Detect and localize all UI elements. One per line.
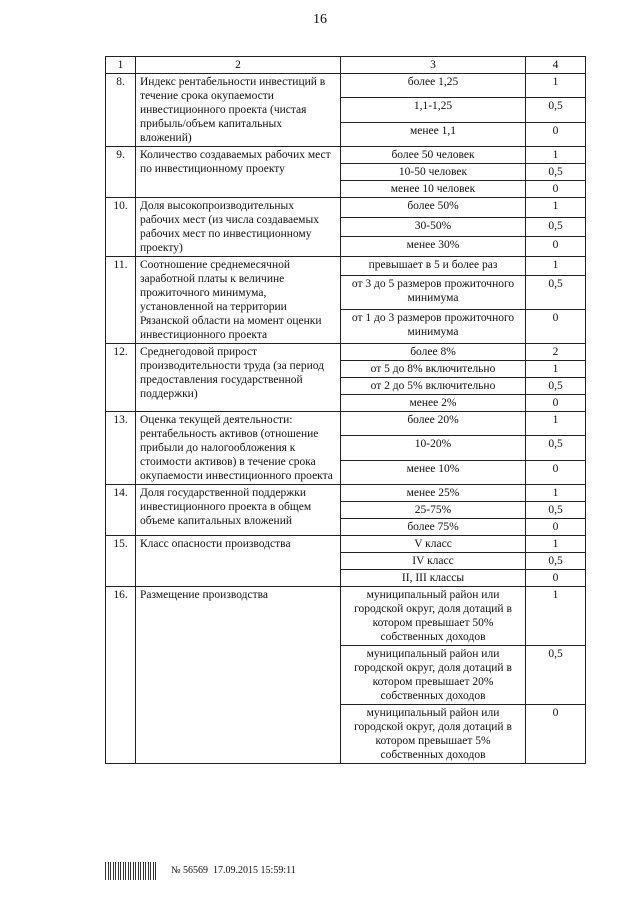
condition-cell: от 2 до 5% включительно xyxy=(341,378,526,395)
table-body xyxy=(106,74,586,764)
criterion-label: Индекс рентабельности инвестиций в течение срока окупаемости инвестиционного проекта (чистая прибыль/объем капитальных вложений) xyxy=(136,74,341,147)
table-row xyxy=(106,485,586,502)
condition-cell: менее 10% xyxy=(341,460,526,484)
row-number: 10. xyxy=(106,198,136,257)
condition-cell: от 3 до 5 размеров прожиточного минимума xyxy=(341,275,526,309)
criterion-label: Соотношение среднемесячной заработной платы к величине прожиточного минимума, установленной на территории Рязанской области на момент оценки инвестиционного проекта xyxy=(136,257,341,344)
condition-cell: более 50% xyxy=(341,198,526,218)
table-row xyxy=(106,412,586,436)
score-cell: 2 xyxy=(526,344,586,361)
score-cell: 0 xyxy=(526,181,586,198)
condition-cell: менее 25% xyxy=(341,485,526,502)
condition-cell: муниципальный район или городской округ, доля дотаций в котором превышает 20% собственных доходов xyxy=(341,646,526,705)
condition-cell: IV класс xyxy=(341,553,526,570)
score-cell: 0,5 xyxy=(526,378,586,395)
score-cell: 1 xyxy=(526,485,586,502)
row-number: 9. xyxy=(106,147,136,198)
column-header: 4 xyxy=(526,57,586,74)
condition-cell: превышает в 5 и более раз xyxy=(341,257,526,276)
score-cell: 1 xyxy=(526,361,586,378)
score-cell: 0 xyxy=(526,395,586,412)
table-row xyxy=(106,587,586,646)
score-cell: 0,5 xyxy=(526,98,586,122)
condition-cell: II, III классы xyxy=(341,570,526,587)
score-cell: 0 xyxy=(526,519,586,536)
criterion-label: Класс опасности производства xyxy=(136,536,341,587)
score-cell: 0 xyxy=(526,570,586,587)
row-number: 14. xyxy=(106,485,136,536)
table-row xyxy=(106,198,586,218)
footer xyxy=(105,860,296,880)
score-cell: 0 xyxy=(526,705,586,764)
score-cell: 0,5 xyxy=(526,553,586,570)
condition-cell: менее 1,1 xyxy=(341,122,526,146)
criteria-table xyxy=(105,56,586,764)
criterion-label: Количество создаваемых рабочих мест по инвестиционному проекту xyxy=(136,147,341,198)
column-header: 2 xyxy=(136,57,341,74)
score-cell: 0 xyxy=(526,460,586,484)
criterion-label: Доля государственной поддержки инвестиционного проекта в общем объеме капитальных вложений xyxy=(136,485,341,536)
condition-cell: муниципальный район или городской округ, доля дотаций в котором превышает 5% собственных доходов xyxy=(341,705,526,764)
score-cell: 1 xyxy=(526,587,586,646)
score-cell: 0 xyxy=(526,122,586,146)
score-cell: 1 xyxy=(526,147,586,164)
condition-cell: от 1 до 3 размеров прожиточного минимума xyxy=(341,309,526,343)
score-cell: 0,5 xyxy=(526,164,586,181)
timestamp: 17.09.2015 15:59:11 xyxy=(213,864,296,876)
score-cell: 1 xyxy=(526,536,586,553)
table-row xyxy=(106,344,586,361)
row-number: 8. xyxy=(106,74,136,147)
condition-cell: от 5 до 8% включительно xyxy=(341,361,526,378)
score-cell: 0 xyxy=(526,237,586,257)
score-cell: 0,5 xyxy=(526,436,586,460)
table-row xyxy=(106,74,586,98)
condition-cell: 10-50 человек xyxy=(341,164,526,181)
page-number: 16 xyxy=(313,12,327,27)
score-cell: 0,5 xyxy=(526,646,586,705)
score-cell: 1 xyxy=(526,74,586,98)
score-cell: 0,5 xyxy=(526,502,586,519)
condition-cell: более 1,25 xyxy=(341,74,526,98)
condition-cell: более 20% xyxy=(341,412,526,436)
criterion-label: Среднегодовой прирост производительности труда (за период предоставления государственной поддержки) xyxy=(136,344,341,412)
score-cell: 0 xyxy=(526,309,586,343)
score-cell: 0,5 xyxy=(526,217,586,237)
table-header-row xyxy=(106,57,586,74)
condition-cell: 25-75% xyxy=(341,502,526,519)
criterion-label: Доля высокопроизводительных рабочих мест (из числа создаваемых рабочих мест по инвестиционному проекту) xyxy=(136,198,341,257)
condition-cell: менее 30% xyxy=(341,237,526,257)
condition-cell: менее 10 человек xyxy=(341,181,526,198)
row-number: 16. xyxy=(106,587,136,764)
table-row xyxy=(106,147,586,164)
row-number: 15. xyxy=(106,536,136,587)
table-row xyxy=(106,536,586,553)
condition-cell: 30-50% xyxy=(341,217,526,237)
condition-cell: более 8% xyxy=(341,344,526,361)
document-number: № 56569 xyxy=(171,864,209,876)
row-number: 12. xyxy=(106,344,136,412)
barcode-icon xyxy=(105,860,157,880)
criterion-label: Размещение производства xyxy=(136,587,341,764)
column-header: 1 xyxy=(106,57,136,74)
condition-cell: V класс xyxy=(341,536,526,553)
criterion-label: Оценка текущей деятельности: рентабельность активов (отношение прибыли до налогообложения к стоимости активов) в течение срока окупаемости инвестиционного проекта xyxy=(136,412,341,485)
condition-cell: 10-20% xyxy=(341,436,526,460)
score-cell: 1 xyxy=(526,257,586,276)
score-cell: 1 xyxy=(526,412,586,436)
row-number: 11. xyxy=(106,257,136,344)
score-cell: 1 xyxy=(526,198,586,218)
column-header: 3 xyxy=(341,57,526,74)
table-row xyxy=(106,257,586,276)
condition-cell: менее 2% xyxy=(341,395,526,412)
condition-cell: более 50 человек xyxy=(341,147,526,164)
row-number: 13. xyxy=(106,412,136,485)
condition-cell: муниципальный район или городской округ, доля дотаций в котором превышает 50% собственных доходов xyxy=(341,587,526,646)
condition-cell: 1,1-1,25 xyxy=(341,98,526,122)
condition-cell: более 75% xyxy=(341,519,526,536)
score-cell: 0,5 xyxy=(526,275,586,309)
